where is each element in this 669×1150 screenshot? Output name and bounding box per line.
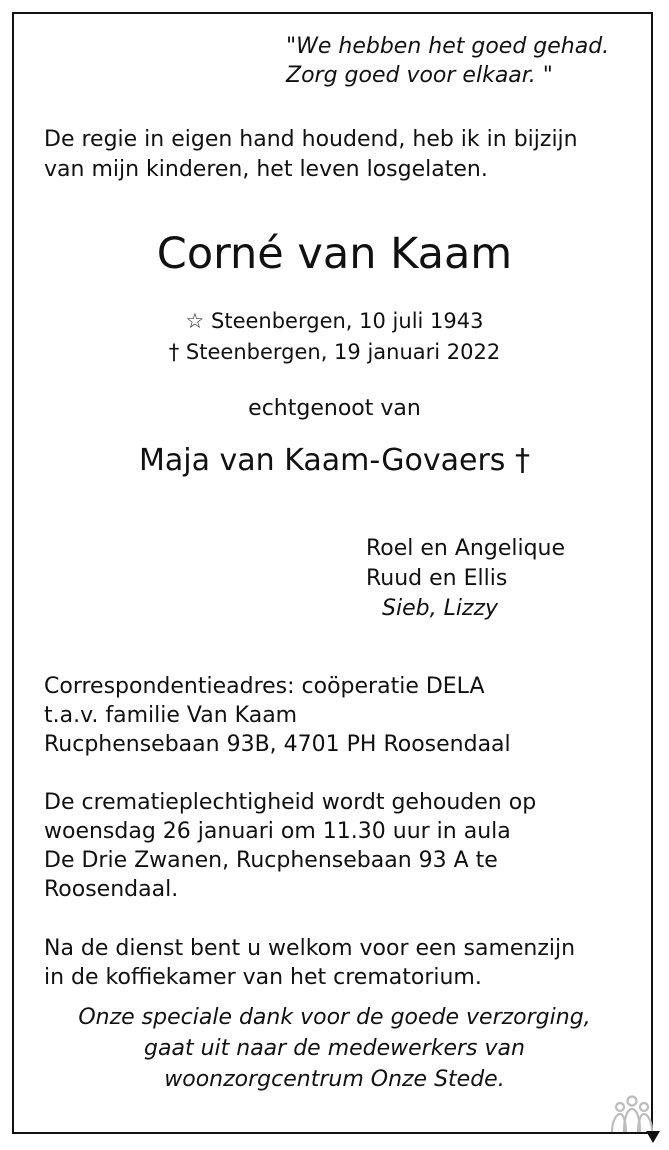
address-line: Correspondentieadres: coöperatie DELA <box>44 674 485 699</box>
family-member: Roel en Angelique <box>366 536 566 561</box>
thanks-line: gaat uit naar de medewerkers van <box>144 1036 525 1061</box>
address-line: t.a.v. familie Van Kaam <box>44 703 298 728</box>
cross-icon: † <box>168 340 180 364</box>
spouse-line <box>0 440 669 482</box>
birth-date: Steenbergen, 10 juli 1943 <box>211 309 484 333</box>
ceremony-info <box>44 788 536 904</box>
ceremony-line: woensdag 26 januari om 11.30 uur in aula <box>44 819 511 844</box>
deceased-name: Corné van Kaam <box>156 229 513 279</box>
intro-line: van mijn kinderen, het leven losgelaten. <box>44 157 488 182</box>
intro-line: De regie in eigen hand houdend, heb ik in bijzijn <box>44 127 578 152</box>
family-member: Ruud en Ellis <box>366 566 508 591</box>
thanks-line: Onze speciale dank voor de goede verzorging, <box>78 1005 591 1030</box>
quote-line: "We hebben het goed gehad. <box>286 34 610 59</box>
spouse-name: Maja van Kaam-Govaers <box>139 443 506 478</box>
family-list <box>366 534 565 624</box>
gathering-line: Na de dienst bent u welkom voor een samenzijn <box>44 936 576 961</box>
triangle-down-icon <box>646 1131 660 1143</box>
ceremony-line: Roosendaal. <box>44 877 179 902</box>
quote-line: Zorg goed voor elkaar. " <box>286 63 553 88</box>
grandchildren: Sieb, Lizzy <box>382 596 499 621</box>
gathering-line: in de koffiekamer van het crematorium. <box>44 965 482 990</box>
correspondence-address <box>44 672 511 759</box>
people-group-icon <box>608 1094 656 1134</box>
intro-text <box>44 125 578 185</box>
thanks-text <box>0 1002 669 1095</box>
thanks-line: woonzorgcentrum Onze Stede. <box>164 1067 505 1092</box>
address-line: Rucphensebaan 93B, 4701 PH Roosendaal <box>44 732 511 757</box>
birth-line <box>0 306 669 337</box>
gathering-info <box>44 934 575 992</box>
opening-quote <box>286 32 609 90</box>
ceremony-line: De crematieplechtigheid wordt gehouden op <box>44 790 537 815</box>
death-date: Steenbergen, 19 januari 2022 <box>185 340 501 364</box>
life-dates <box>0 306 669 368</box>
spouse-label: echtgenoot van <box>248 396 421 421</box>
ceremony-line: De Drie Zwanen, Rucphensebaan 93 A te <box>44 848 498 873</box>
cross-icon: † <box>514 443 530 478</box>
star-icon: ☆ <box>185 309 205 333</box>
death-line <box>0 337 669 368</box>
